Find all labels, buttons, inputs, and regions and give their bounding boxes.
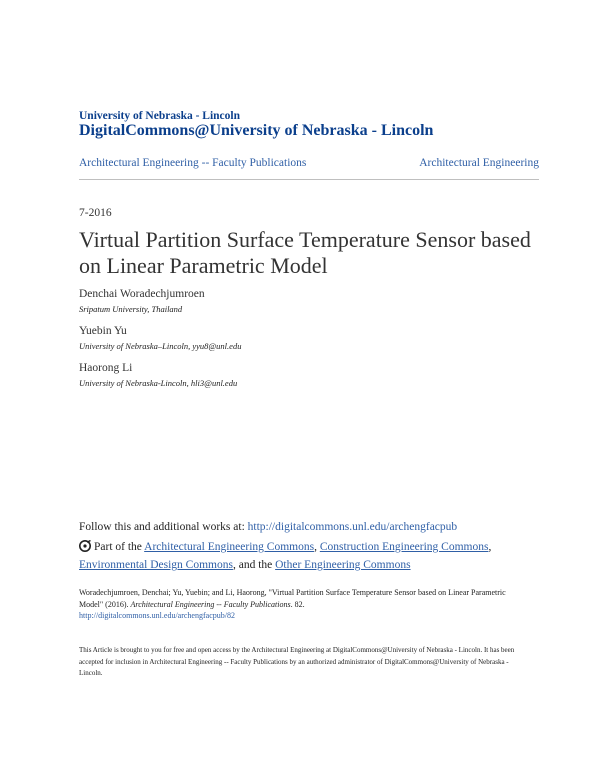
author-name: Yuebin Yu [79,325,127,337]
commons-link-environmental[interactable]: Environmental Design Commons [79,559,233,571]
author-affiliation: University of Nebraska–Lincoln, yyu8@unl.edu [79,341,242,351]
citation-number: . 82. [290,599,305,609]
author-affiliation: Sripatum University, Thailand [79,304,183,314]
follow-prefix: Follow this and additional works at: [79,521,248,533]
repository-name[interactable]: DigitalCommons@University of Nebraska - Lincoln [79,122,434,139]
access-notice: This Article is brought to you for free and open access by the Architectural Engineering at DigitalCommons@University of Nebraska - Lincoln. It has been accepted for inclusion in Architectural Engineering -- Faculty Publications by an authorized administrator of DigitalCommons@University of Nebraska - Lincoln. [79,646,515,677]
publication-date: 7-2016 [79,207,112,219]
open-access-icon [79,540,91,557]
author-name: Haorong Li [79,362,133,374]
collection-link[interactable]: Architectural Engineering -- Faculty Publications [79,157,307,169]
citation-block [79,587,529,622]
header-divider [79,179,539,180]
department-link[interactable]: Architectural Engineering [419,157,539,169]
citation-url-link[interactable]: http://digitalcommons.unl.edu/archengfacpub/82 [79,611,235,620]
part-of-line [79,539,539,573]
citation-text: Woradechjumroen, Denchai; Yu, Yuebin; and Li, Haorong, "Virtual Partition Surface Temperature Sensor based on Linear Parametric Model" (2016). [79,588,506,609]
follow-url-link[interactable]: http://digitalcommons.unl.edu/archengfacpub [247,521,458,533]
commons-separator: , [488,541,492,553]
author-name: Denchai Woradechjumroen [79,288,205,300]
part-of-prefix: Part of the [94,541,145,553]
commons-link-construction[interactable]: Construction Engineering Commons [319,541,489,553]
commons-link-other[interactable]: Other Engineering Commons [275,559,411,571]
commons-separator: , [314,541,320,553]
follow-line [79,521,457,533]
commons-link-architectural[interactable]: Architectural Engineering Commons [144,541,315,553]
article-title: Virtual Partition Surface Temperature Sensor based on Linear Parametric Model [79,227,531,278]
university-name[interactable]: University of Nebraska - Lincoln [79,110,240,122]
citation-series: Architectural Engineering -- Faculty Publications [130,599,291,609]
commons-separator: , and the [232,559,276,571]
author-affiliation: University of Nebraska-Lincoln, hli3@unl.edu [79,378,238,388]
